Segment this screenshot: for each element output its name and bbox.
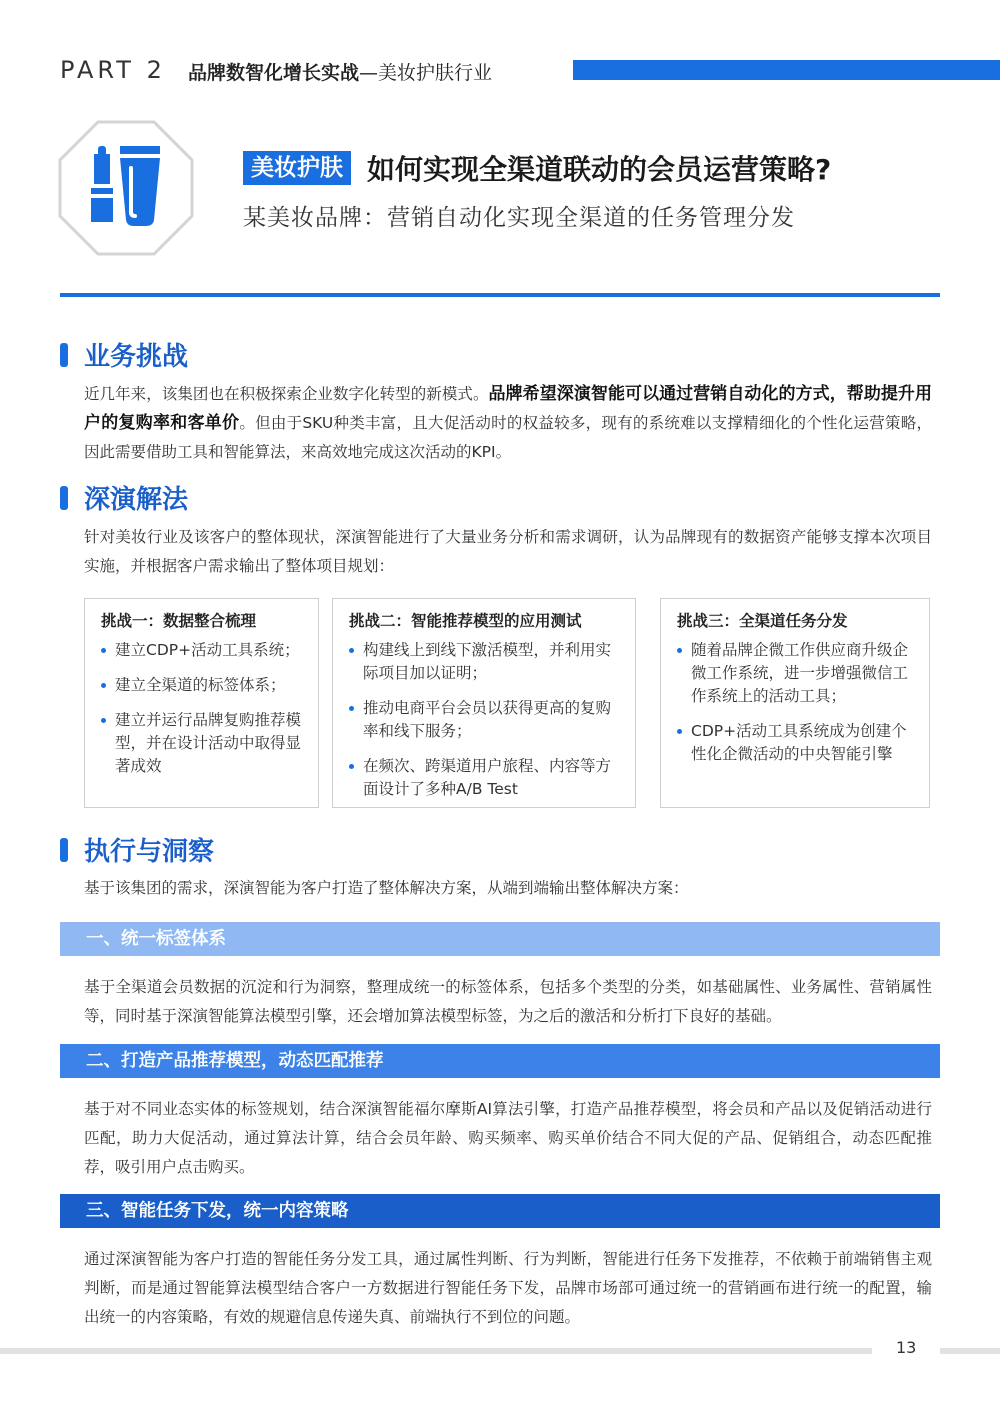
section-marker [60,486,68,510]
cosmetics-icon [58,120,194,256]
step-bar-2: 二、打造产品推荐模型，动态匹配推荐 [60,1044,940,1078]
card-list [101,639,304,778]
challenge-text-b: 。但由于SKU种类丰富，且大促活动时的权益较多，现有的系统难以支撑精细化的个性化运营策略，因此需要借助工具和智能算法，来高效地完成这次活动的KPI。 [84,414,933,461]
header-accent-bar [573,60,1000,80]
card-list [677,639,915,766]
footer-rule-left [0,1348,872,1354]
page-headline: 如何实现全渠道联动的会员运营策略? [367,153,832,186]
section-title: 执行与洞察 [84,837,215,867]
list-item: 推动电商平台会员以获得更高的复购率和线下服务； [349,697,621,743]
header-divider [60,293,940,297]
list-item: 构建线上到线下激活模型，并利用实际项目加以证明； [349,639,621,685]
step-paragraph-3: 通过深演智能为客户打造的智能任务分发工具，通过属性判断、行为判断，智能进行任务下发推荐，不依赖于前端销售主观判断，而是通过智能算法模型结合客户一方数据进行智能任务下发，品牌市场部可通过统一的营销画布进行统一的配置，输出统一的内容策略，有效的规避信息传递失真、前端执行不到位的问题。 [84,1250,932,1326]
list-item: CDP+活动工具系统成为创建个性化企微活动的中央智能引擎 [677,720,915,766]
card-title: 挑战三：全渠道任务分发 [677,612,848,630]
list-item: 随着品牌企微工作供应商升级企微工作系统，进一步增强微信工作系统上的活动工具； [677,639,915,708]
section-title: 深演解法 [84,485,189,515]
challenge-card-1 [84,598,319,808]
list-item: 建立CDP+活动工具系统； [101,639,304,662]
challenge-paragraph [84,380,932,467]
section-heading-challenge [60,336,188,373]
challenge-text-bold: 品牌希望深演智能可以通过营销自动化的方式，帮助提升用户的复购率和客单价 [84,384,932,433]
step-paragraph-1: 基于全渠道会员数据的沉淀和行为洞察，整理成统一的标签体系，包括多个类型的分类，如基础属性、业务属性、营销属性等，同时基于深演智能算法模型引擎，还会增加算法模型标签，为之后的激活和分析打下良好的基础。 [84,978,932,1025]
card-list [349,639,621,801]
card-title: 挑战二：智能推荐模型的应用测试 [349,612,582,630]
section-marker [60,343,68,367]
step-bar-1: 一、统一标签体系 [60,922,940,956]
list-item: 在频次、跨渠道用户旅程、内容等方面设计了多种A/B Test [349,755,621,801]
page-number: 13 [896,1338,917,1357]
industry-tag: 美妆护肤 [243,151,351,185]
page-subheadline: 某美妆品牌：营销自动化实现全渠道的任务管理分发 [243,205,795,231]
part-title-sub: —美妆护肤行业 [359,62,493,84]
execution-intro: 基于该集团的需求，深演智能为客户打造了整体解决方案，从端到端输出整体解决方案： [84,879,689,897]
section-heading-solution [60,479,188,516]
part-title [188,58,492,85]
card-title: 挑战一：数据整合梳理 [101,612,257,630]
section-title: 业务挑战 [84,342,189,372]
step-bar-3: 三、智能任务下发，统一内容策略 [60,1194,940,1228]
list-item: 建立全渠道的标签体系； [101,674,304,697]
part-label: PART 2 [60,56,166,84]
step-paragraph-2: 基于对不同业态实体的标签规划，结合深演智能福尔摩斯AI算法引擎，打造产品推荐模型，将会员和产品以及促销活动进行匹配，助力大促活动，通过算法计算，结合会员年龄、购买频率、购买单价结合不同大促的产品、促销组合，动态匹配推荐，吸引用户点击购买。 [84,1100,932,1176]
part-title-main: 品牌数智化增长实战 [188,62,360,84]
challenge-card-2 [332,598,636,808]
solution-intro: 针对美妆行业及该客户的整体现状，深演智能进行了大量业务分析和需求调研，认为品牌现有的数据资产能够支撑本次项目实施，并根据客户需求输出了整体项目规划： [84,528,932,575]
list-item: 建立并运行品牌复购推荐模型，并在设计活动中取得显著成效 [101,709,304,778]
section-heading-execution [60,831,214,868]
section-marker [60,838,68,862]
challenge-card-3 [660,598,930,808]
footer-rule-right [940,1348,1000,1354]
challenge-text-a: 近几年来，该集团也在积极探索企业数字化转型的新模式。 [84,385,489,403]
